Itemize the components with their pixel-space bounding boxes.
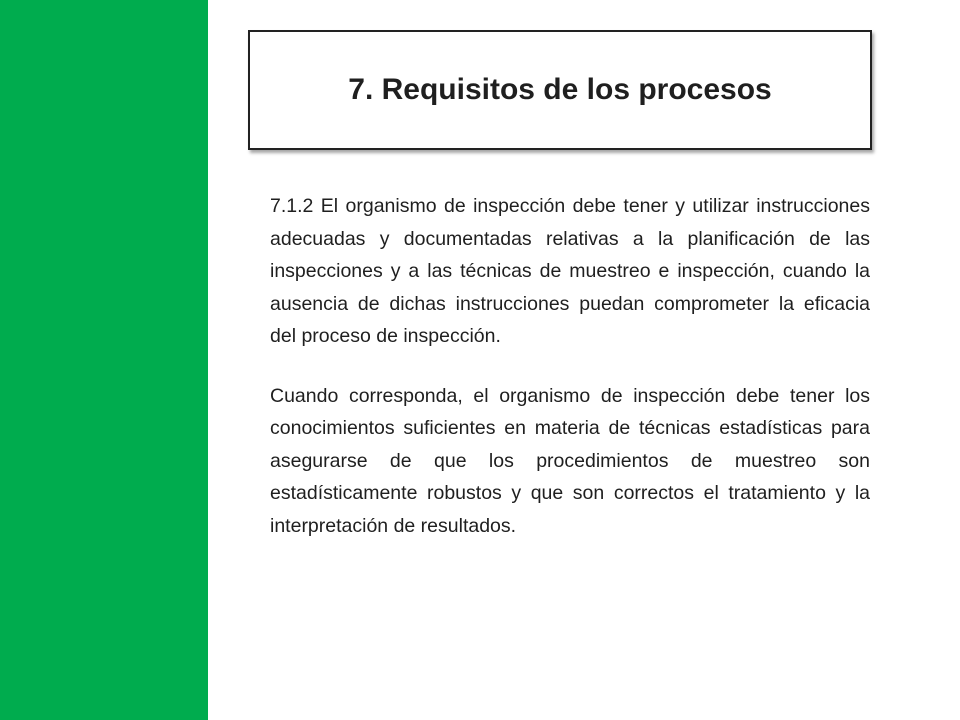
slide-title: 7. Requisitos de los procesos bbox=[348, 73, 772, 106]
paragraph-requirement: 7.1.2 El organismo de inspección debe tener y utilizar instrucciones adecuadas y documentadas relativas a la planificación de las inspecciones y a las técnicas de muestreo e inspección, cuando la ausencia de dichas instrucciones puedan comprometer la eficacia del proceso de inspección. bbox=[270, 195, 870, 347]
title-box bbox=[248, 30, 872, 150]
body-text bbox=[270, 190, 870, 542]
paragraph-statistics: Cuando corresponda, el organismo de inspección debe tener los conocimientos suficientes en materia de técnicas estadísticas para asegurarse de que los procedimientos de muestreo son estadísticamente robustos y que son correctos el tratamiento y la interpretación de resultados. bbox=[270, 384, 870, 537]
green-side-bar bbox=[0, 0, 208, 720]
